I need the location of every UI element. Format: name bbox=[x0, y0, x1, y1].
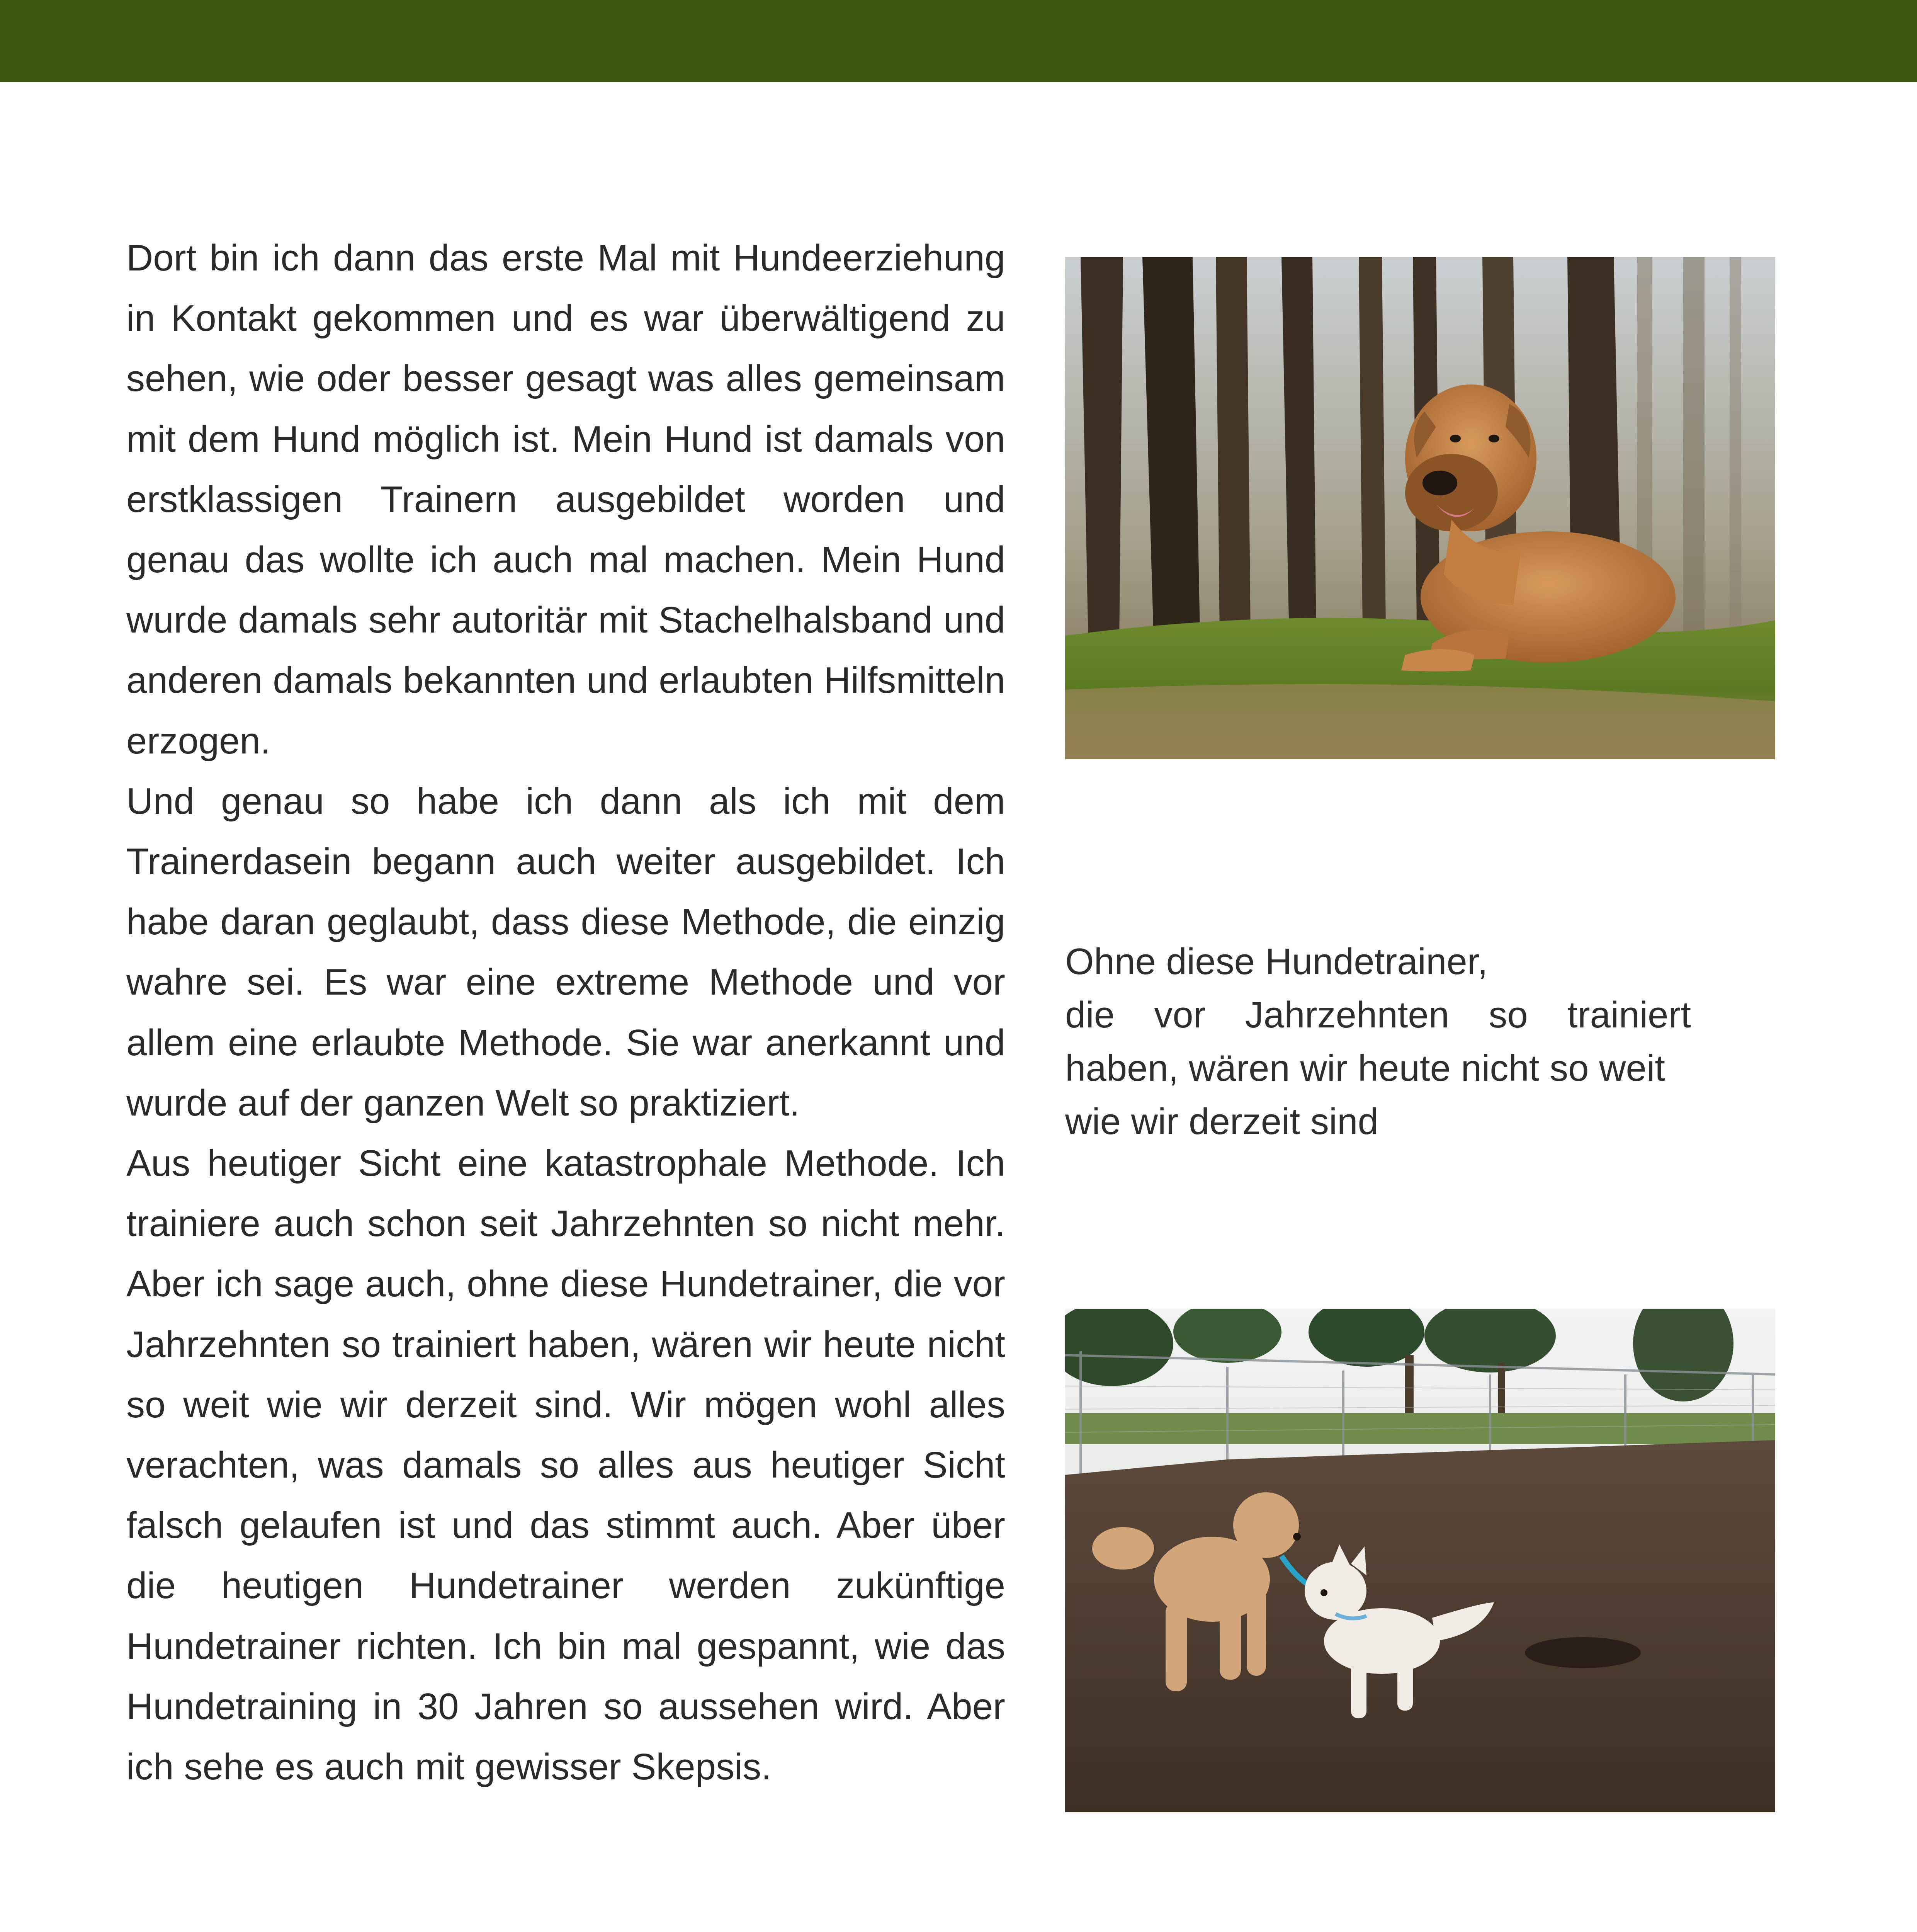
body-paragraph-3: Aus heutiger Sicht eine katastrophale Methode. Ich trainiere auch schon seit Jahrzehnten so nicht mehr. Aber ich sage auch, ohne diese Hundetrainer, die vor Jahrzehnten so trainiert haben, wären wir heute nicht so weit wie wir derzeit sind. Wir mögen wohl alles verachten, was damals so alles aus heutiger Sicht falsch gelaufen ist und das stimmt auch. Aber über die heutigen Hundetrainer werden zukünftige Hundetrainer richten. Ich bin mal gespannt, wie das Hundetraining in 30 Jahren so aussehen wird. Aber ich sehe es auch mit gewisser Skepsis. bbox=[126, 1143, 1005, 1788]
pull-quote bbox=[1065, 935, 1691, 1148]
header-bar bbox=[0, 0, 1917, 82]
pull-quote-line: Ohne diese Hundetrainer, bbox=[1065, 941, 1488, 982]
photo-dogs-playing bbox=[1065, 1309, 1775, 1812]
body-paragraph-2: Und genau so habe ich dann als ich mit dem Trainerdasein begann auch weiter ausgebildet. Ich habe daran geglaubt, dass diese Methode, die einzig wahre sei. Es war eine extreme Methode und vor allem eine erlaubte Methode. Sie war anerkannt und wurde auf der ganzen Welt so praktiziert. bbox=[126, 780, 1005, 1124]
pull-quote-line: die vor Jahrzehnten so trainiert bbox=[1065, 994, 1691, 1036]
main-text-column bbox=[126, 228, 1005, 1797]
pull-quote-line: haben, wären wir heute nicht so weit bbox=[1065, 1048, 1665, 1089]
body-paragraph-1: Dort bin ich dann das erste Mal mit Hundeerziehung in Kontakt gekommen und es war überwältigend zu sehen, wie oder besser gesagt was alles gemeinsam mit dem Hund möglich ist. Mein Hund ist damals von erstklassigen Trainern ausgebildet worden und genau das wollte ich auch mal machen. Mein Hund wurde damals sehr autoritär mit Stachelhalsband und anderen damals bekannten und erlaubten Hilfsmitteln erzogen. bbox=[126, 237, 1005, 762]
pull-quote-line: wie wir derzeit sind bbox=[1065, 1101, 1378, 1142]
photo-dog-in-forest bbox=[1065, 257, 1775, 759]
